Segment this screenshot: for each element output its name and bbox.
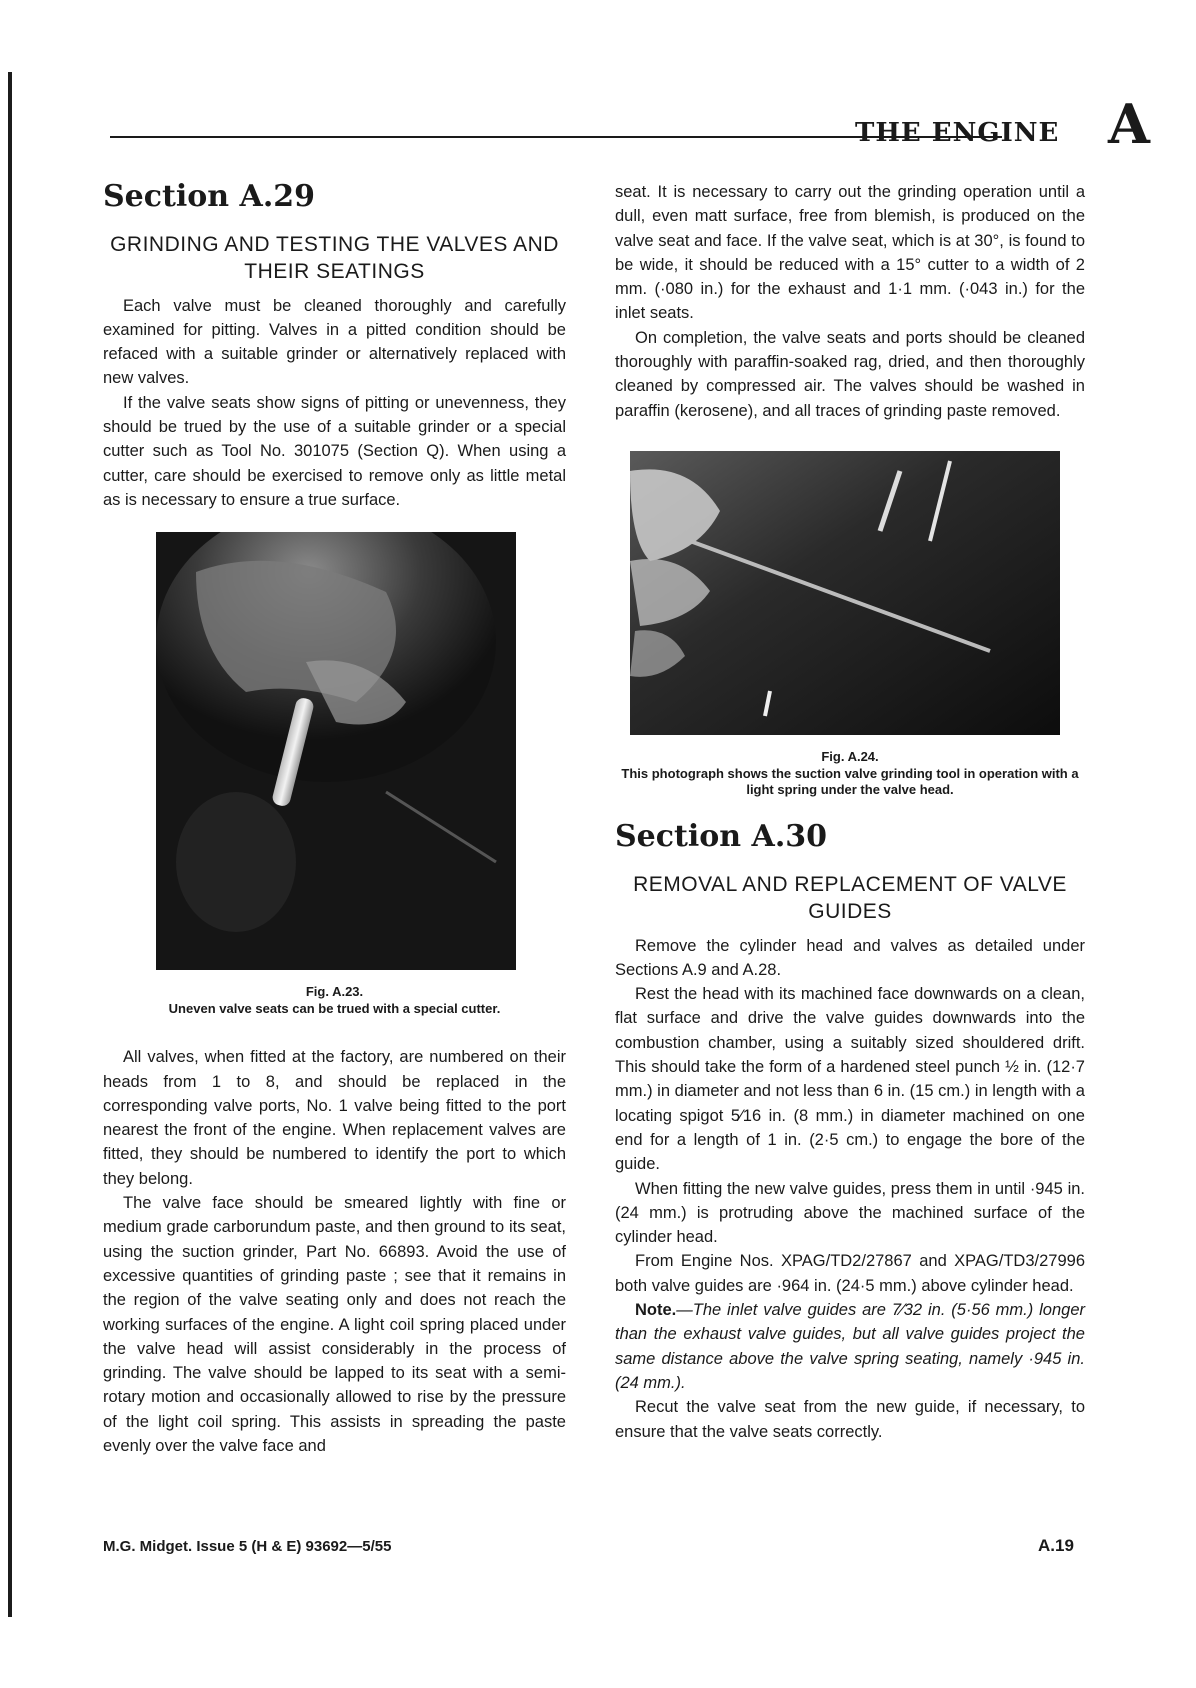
paragraph: On completion, the valve seats and ports should be cleaned thoroughly with paraffin-soaked rag, dried, and then thoroughly cleaned by compressed air. The valves should be washed in paraffin (kerosene), and all traces of grinding paste removed. bbox=[615, 328, 1085, 420]
paragraph: From Engine Nos. XPAG/TD2/27867 and XPAG/TD3/27996 both valve guides are ·964 in. (24·5 mm.) above cylinder head. bbox=[615, 1252, 1085, 1295]
note-paragraph bbox=[615, 1298, 1085, 1395]
running-header-title: THE ENGINE bbox=[855, 118, 1060, 148]
subheading-a30: REMOVAL AND REPLACEMENT OF VALVE GUIDES bbox=[633, 872, 1067, 924]
paragraph: Rest the head with its machined face downwards on a clean, flat surface and drive the valve guides downwards into the combustion chamber, using a suitably sized shouldered drift. This should take the form of a hardened steel punch ½ in. (12·7 mm.) in diameter and not less than 6 in. (15 cm.) in length with a locating spigot 5⁄16 in. (8 mm.) in diameter machined on one end for a length of 1 in. (2·5 cm.) to engage the bore of the guide. bbox=[615, 985, 1085, 1174]
figure-a23-caption: Uneven valve seats can be trued with a special cutter. bbox=[168, 1001, 501, 1017]
left-column bbox=[103, 180, 566, 1458]
paragraph: If the valve seats show signs of pitting or unevenness, they should be trued by the use of a suitable grinder or a special cutter such as Tool No. 301075 (Section Q). When using a cutter, care should be exercised to remove only as little metal as is necessary to ensure a true surface. bbox=[103, 393, 566, 509]
note-text: —The inlet valve guides are 7⁄32 in. (5·56 mm.) longer than the exhaust valve guides, but all valve guides project the same distance above the valve spring seating, namely ·945 in. (24 mm.). bbox=[615, 1301, 1085, 1392]
scan-edge-bar bbox=[8, 72, 12, 1617]
figure-a23-label: Fig. A.23. bbox=[305, 984, 364, 1000]
figure-a24-label: Fig. A.24. bbox=[821, 748, 879, 764]
section-title-a29: Section A.29 bbox=[103, 179, 316, 214]
section-letter: A bbox=[1108, 92, 1150, 156]
paragraph: seat. It is necessary to carry out the grinding operation until a dull, even matt surface, free from blemish, is produced on the valve seat and face. If the valve seat, which is at 30°, is found to be wide, it should be reduced with a 15° cutter to a width of 2 mm. (·080 in.) for the exhaust and 1·1 mm. (·043 in.) for the inlet seats. bbox=[615, 183, 1085, 323]
footer-publication-info: M.G. Midget. Issue 5 (H & E) 93692—5/55 bbox=[103, 1538, 392, 1555]
paragraph: Remove the cylinder head and valves as detailed under Sections A.9 and A.28. bbox=[615, 936, 1085, 979]
section-title-a30: Section A.30 bbox=[615, 818, 828, 854]
figure-a24-caption: This photograph shows the suction valve grinding tool in operation with a light spring under the valve head. bbox=[621, 765, 1079, 797]
grinding-tool-photo-illustration bbox=[630, 451, 1060, 735]
paragraph: All valves, when fitted at the factory, are numbered on their heads from 1 to 8, and should be replaced in the corresponding valve ports, No. 1 valve being fitted to the port nearest the front of the engine. When replacement valves are fitted, they should be numbered to identify the port to which they belong. bbox=[103, 1048, 566, 1188]
page-number: A.19 bbox=[1038, 1536, 1074, 1555]
paragraph: When fitting the new valve guides, press them in until ·945 in. (24 mm.) is protruding above the machined surface of the cylinder head. bbox=[615, 1179, 1085, 1247]
figure-a23-photo bbox=[156, 532, 516, 970]
valve-cutter-photo-illustration bbox=[156, 532, 516, 970]
paragraph: Each valve must be cleaned thoroughly and carefully examined for pitting. Valves in a pitted condition should be refaced with a suitable grinder or alternatively replaced with new valves. bbox=[103, 296, 566, 388]
right-column bbox=[615, 180, 1085, 1444]
figure-a24-photo bbox=[630, 451, 1060, 735]
subheading-a29: GRINDING AND TESTING THE VALVES AND THEIR SEATINGS bbox=[110, 233, 559, 284]
paragraph: Recut the valve seat from the new guide, if necessary, to ensure that the valve seats correctly. bbox=[615, 1398, 1085, 1441]
note-label: Note. bbox=[635, 1301, 677, 1320]
paragraph: The valve face should be smeared lightly with fine or medium grade carborundum paste, and then ground to its seat, using the suction grinder, Part No. 66893. Avoid the use of excessive quantities of grinding paste ; see that it remains in the region of the valve seating only and does not reach the working surfaces of the engine. A light coil spring placed under the valve head will assist considerably in the process of grinding. The valve should be lapped to its seat with a semi-rotary motion and occasionally allowed to rise by the pressure of the light coil spring. This assists in spreading the paste evenly over the valve face and bbox=[103, 1194, 566, 1456]
